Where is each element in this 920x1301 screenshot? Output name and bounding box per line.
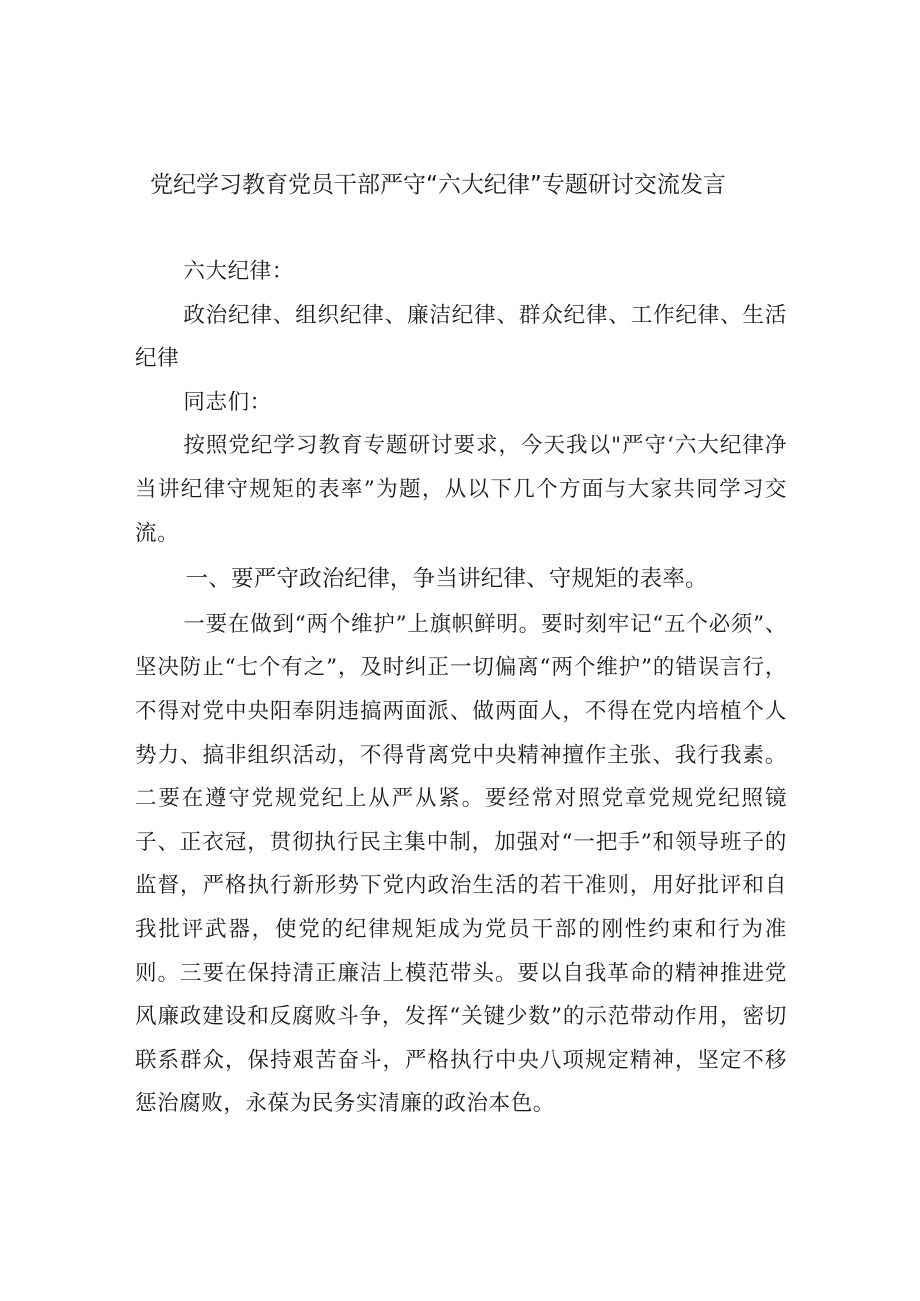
paragraph-intro: 按照党纪学习教育专题研讨要求，今天我以"严守‘六大纪律净当讲纪律守规矩的表率”为题，从以下几个方面与大家共同学习交流。 bbox=[135, 433, 787, 546]
paragraph-section-1-body: 一要在做到“两个维护”上旗帜鲜明。要时刻牢记“五个必须”、坚决防止“七个有之”，及时纠正一切偏离“两个维护”的错误言行，不得对党中央阳奉阴违搞两面派、做两面人，不得在党内培植个人势力、搞非组织活动，不得背离党中央精神擅作主张、我行我素。二要在遵守党规党纪上从严从紧。要经常对照党章党规党纪照镜子、正衣冠，贯彻执行民主集中制，加强对“一把手”和领导班子的监督，严格执行新形势下党内政治生活的若干准则，用好批评和自我批评武器，使党的纪律规矩成为党员干部的刚性约束和行为准则。三要在保持清正廉洁上模范带头。要以自我革命的精神推进党风廉政建设和反腐败斗争，发挥“关键少数”的示范带动作用，密切联系群众，保持艰苦奋斗，严格执行中央八项规定精神，坚定不移惩治腐败，永葆为民务实清廉的政治本色。 bbox=[135, 611, 787, 1117]
section-heading-1: 一、要严守政治纪律，争当讲纪律、守规矩的表率。 bbox=[185, 566, 708, 593]
paragraph-greeting: 同志们： bbox=[183, 389, 272, 415]
paragraph-six-disciplines-list: 政治纪律、组织纪律、廉洁纪律、群众纪律、工作纪律、生活纪律 bbox=[135, 302, 787, 372]
document-body bbox=[135, 250, 787, 1126]
paragraph-six-disciplines-label: 六大纪律： bbox=[183, 259, 294, 284]
document-title: 党纪学习教育党员干部严守“六大纪律”专题研讨交流发言 bbox=[150, 172, 726, 198]
